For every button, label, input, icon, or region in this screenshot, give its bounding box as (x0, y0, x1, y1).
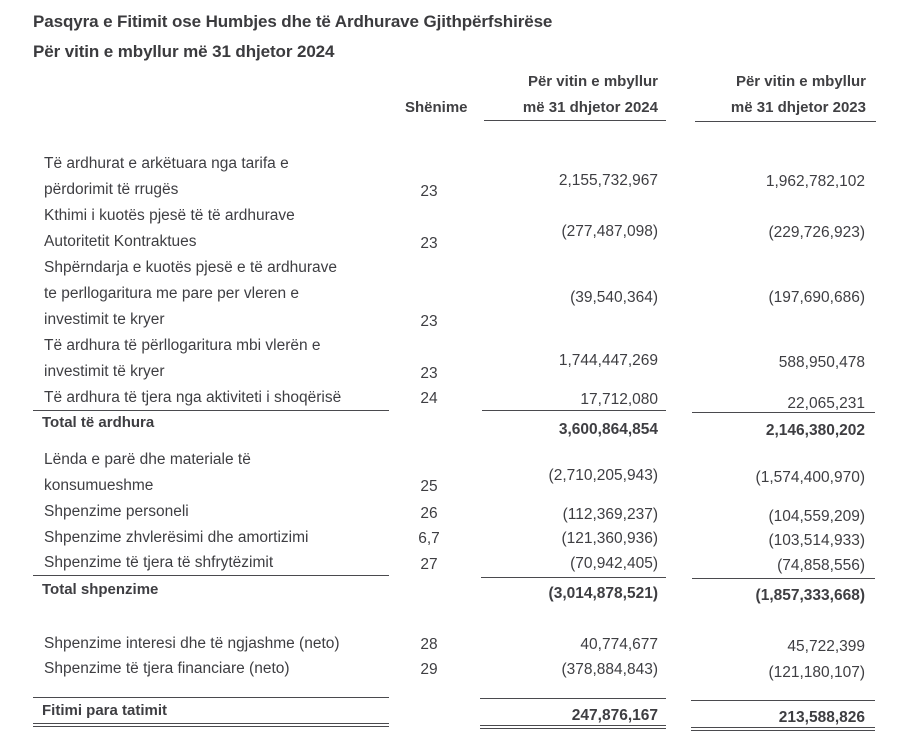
double-rule-label (33, 723, 389, 727)
total-expenses-2024: (3,014,878,521) (548, 585, 658, 602)
profit-before-tax-2024: 247,876,167 (571, 707, 658, 724)
value-2023: 22,065,231 (787, 395, 865, 412)
value-2023: (121,180,107) (768, 664, 865, 681)
double-rule-2023 (691, 727, 875, 731)
value-2023: 45,722,399 (787, 638, 865, 655)
column-header-2024-line1: Për vitin e mbyllur (527, 73, 658, 90)
double-rule-2024 (480, 725, 666, 729)
row-label: Kthimi i kuotës pjesë të të ardhurave (44, 207, 295, 224)
value-2023: (74,858,556) (777, 557, 865, 574)
row-note: 23 (420, 313, 438, 330)
result-rule-label (33, 697, 389, 698)
total-expenses-2023: (1,857,333,668) (755, 587, 865, 604)
row-label: Autoritetit Kontraktues (44, 233, 197, 250)
row-label: Shpenzime të tjera të shfrytëzimit (44, 554, 274, 571)
row-label: Shpenzime personeli (44, 503, 189, 520)
column-header-2023-line1: Për vitin e mbyllur (735, 73, 866, 90)
row-note: 29 (420, 661, 438, 678)
value-2023: 1,962,782,102 (765, 173, 865, 190)
column-header-notes: Shënime (405, 99, 468, 116)
total-revenue-label: Total të ardhura (42, 414, 155, 431)
value-2024: 1,744,447,269 (558, 352, 658, 369)
row-note: 24 (420, 390, 438, 407)
row-label: Lënda e parë dhe materiale të (44, 451, 251, 468)
profit-before-tax-label: Fitimi para tatimit (42, 702, 168, 719)
row-label: Shpërndarja e kuotës pjesë e të ardhurave (44, 259, 337, 276)
row-note: 25 (420, 478, 438, 495)
subtotal-rule-2023 (692, 412, 875, 413)
row-label: Të ardhura të përllogaritura mbi vlerën e (44, 337, 321, 354)
row-label: investimit te kryer (44, 311, 165, 328)
total-expenses-label: Total shpenzime (42, 581, 159, 598)
subtotal-rule-label (33, 410, 389, 411)
row-note: 28 (420, 636, 438, 653)
row-label: Të ardhurat e arkëtuara nga tarifa e (44, 155, 289, 172)
total-revenue-2024: 3,600,864,854 (558, 421, 658, 438)
value-2023: (197,690,686) (768, 289, 865, 306)
row-label: Shpenzime interesi dhe të ngjashme (neto) (44, 635, 340, 652)
value-2024: (277,487,098) (561, 223, 658, 240)
value-2024: (39,540,364) (570, 289, 658, 306)
profit-before-tax-2023: 213,588,826 (778, 709, 865, 726)
subtotal-rule-2024 (482, 410, 666, 411)
value-2024: (112,369,237) (562, 506, 658, 523)
row-label: Shpenzime zhvlerësimi dhe amortizimi (44, 529, 309, 546)
value-2024: (121,360,936) (561, 530, 658, 547)
value-2023: 588,950,478 (778, 354, 865, 371)
value-2024: 17,712,080 (580, 391, 658, 408)
row-label: përdorimit të rrugës (44, 181, 179, 198)
value-2023: (104,559,209) (768, 508, 865, 525)
value-2023: (1,574,400,970) (755, 469, 865, 486)
row-label: investimit të kryer (44, 363, 165, 380)
column-header-2024-line2: më 31 dhjetor 2024 (522, 99, 658, 116)
row-label: Të ardhura të tjera nga aktiviteti i shoqërisë (44, 389, 342, 406)
column-header-2023-line2: më 31 dhjetor 2023 (730, 99, 866, 116)
value-2024: (70,942,405) (570, 555, 658, 572)
header-underline-2024 (484, 120, 666, 121)
subtotal-rule-2023 (692, 578, 875, 579)
row-note: 27 (420, 556, 438, 573)
statement-title: Pasqyra e Fitimit ose Humbjes dhe të Ardhurave Gjithpërfshirëse (33, 12, 553, 31)
row-note: 23 (420, 365, 438, 382)
row-label: Shpenzime të tjera financiare (neto) (44, 660, 290, 677)
statement-subtitle: Për vitin e mbyllur më 31 dhjetor 2024 (33, 42, 335, 61)
row-label: konsumueshme (44, 477, 154, 494)
row-label: te perllogaritura me pare per vleren e (44, 285, 300, 302)
value-2024: 40,774,677 (580, 636, 658, 653)
value-2023: (229,726,923) (768, 224, 865, 241)
row-note: 26 (420, 505, 438, 522)
subtotal-rule-2024 (481, 577, 666, 578)
header-underline-2023 (695, 121, 876, 122)
value-2024: (378,884,843) (561, 661, 658, 678)
value-2024: 2,155,732,967 (558, 172, 658, 189)
row-note: 23 (420, 183, 438, 200)
value-2024: (2,710,205,943) (548, 467, 658, 484)
value-2023: (103,514,933) (768, 532, 865, 549)
total-revenue-2023: 2,146,380,202 (765, 422, 865, 439)
result-rule-2023 (691, 700, 875, 701)
subtotal-rule-label (33, 575, 389, 576)
row-note: 23 (420, 235, 438, 252)
row-note: 6,7 (418, 530, 440, 547)
result-rule-2024 (480, 698, 666, 699)
